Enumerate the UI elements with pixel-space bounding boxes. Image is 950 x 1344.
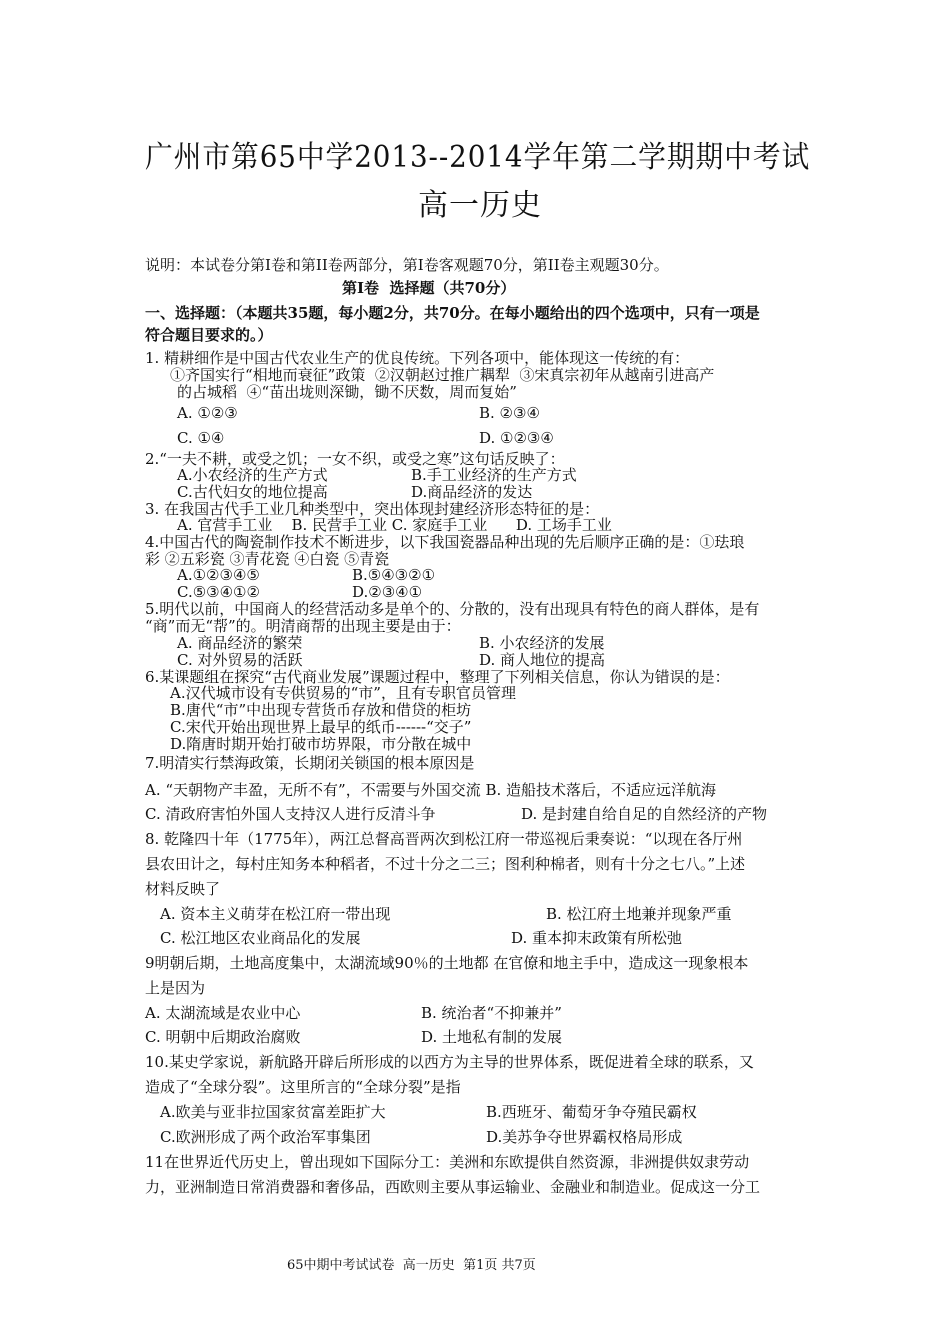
q10-option-a: A.欧美与亚非拉国家贫富差距扩大 (160, 1103, 386, 1121)
q9-option-a: A. 太湖流域是农业中心 (145, 1004, 301, 1022)
q7-options-ab: A. “天朝物产丰盈，无所不有”，不需要与外国交流 B. 造船技术落后，不适应远洋航海 (145, 781, 717, 799)
q10-option-b: B.西班牙、葡萄牙争夺殖民霸权 (486, 1103, 697, 1121)
q8-option-c: C. 松江地区农业商品化的发展 (160, 929, 361, 947)
q10-line-1: 10.某史学家说，新航路开辟后所形成的以西方为主导的世界体系，既促进着全球的联系，又 (145, 1053, 754, 1071)
q8-line-2: 县农田计之，每村庄知务本种稻者，不过十分之二三；图利种棉者，则有十分之七八。”上述 (145, 855, 746, 873)
q8-option-b: B. 松江府土地兼并现象严重 (546, 905, 732, 923)
q9-line-1: 9明朝后期，土地高度集中，太湖流域90％的土地都 在官僚和地主手中，造成这一现象根本 (145, 954, 749, 972)
q2-option-d: D.商品经济的发达 (411, 483, 533, 501)
q5-option-b: B. 小农经济的发展 (479, 634, 605, 652)
q6-option-a: A.汉代城市设有专供贸易的“市”，且有专职官员管理 (170, 684, 516, 702)
q6-option-c: C.宋代开始出现世界上最早的纸币------“交子” (170, 718, 472, 736)
exam-title: 广州市第65中学2013--2014学年第二学期期中考试 (145, 140, 811, 175)
subject-title: 高一历史 (418, 188, 542, 223)
q8-line-3: 材料反映了 (145, 880, 221, 898)
q8-option-a: A. 资本主义萌芽在松江府一带出现 (160, 905, 391, 923)
q7-option-d: D. 是封建自给自足的自然经济的产物 (521, 805, 768, 823)
q6-option-d: D.隋唐时期开始打破市坊界限，市分散在城中 (170, 735, 472, 753)
q3-stem: 3. 在我国古代手工业几种类型中，突出体现封建经济形态特征的是： (145, 500, 600, 518)
q7-stem: 7.明清实行禁海政策，长期闭关锁国的根本原因是 (145, 754, 475, 772)
q2-option-c: C.古代妇女的地位提高 (177, 483, 328, 501)
q4-option-c: C.⑤③④①② (177, 583, 260, 601)
q4-option-a: A.①②③④⑤ (177, 566, 260, 584)
q5-line-1: 5.明代以前，中国商人的经营活动多是单个的、分散的，没有出现具有特色的商人群体，是有 (145, 600, 760, 618)
q8-option-d: D. 重本抑末政策有所松弛 (511, 929, 683, 947)
q1-line-2: ①齐国实行“相地而衰征”政策 ②汉朝赵过推广耦犁 ③宋真宗初年从越南引进高产 (170, 366, 715, 384)
section-title: 第Ⅰ卷 选择题（共70分） (342, 279, 516, 297)
q10-option-d: D.美苏争夺世界霸权格局形成 (486, 1128, 683, 1146)
q4-line-2: 彩 ②五彩瓷 ③青花瓷 ④白瓷 ⑤青瓷 (145, 550, 390, 568)
q9-line-2: 上是因为 (145, 979, 206, 997)
q5-line-2: “商”而无“帮”的。明清商帮的出现主要是由于： (145, 617, 461, 635)
q10-option-c: C.欧洲形成了两个政治军事集团 (160, 1128, 371, 1146)
q5-option-a: A. 商品经济的繁荣 (177, 634, 303, 652)
q2-stem: 2.“一夫不耕，或受之饥；一女不织，或受之寒”这句话反映了： (145, 450, 565, 468)
q4-option-d: D.②③④① (352, 583, 423, 601)
q2-option-b: B.手工业经济的生产方式 (411, 466, 577, 484)
q3-options: A. 官营手工业 B. 民营手工业 C. 家庭手工业 D. 工场手工业 (177, 516, 612, 534)
q9-option-c: C. 明朝中后期政治腐败 (145, 1028, 301, 1046)
q5-option-c: C. 对外贸易的活跃 (177, 651, 303, 669)
instruction-line-2: 符合题目要求的。） (145, 326, 273, 344)
q1-line-3: 的占城稻 ④“苗出垅则深锄，锄不厌数，周而复始” (177, 383, 517, 401)
q4-line-1: 4.中国古代的陶瓷制作技术不断进步，以下我国瓷器品种出现的先后顺序正确的是：①珐琅 (145, 533, 745, 551)
q6-stem: 6.某课题组在探究“古代商业发展”课题过程中，整理了下列相关信息，你认为错误的是： (145, 668, 730, 686)
q1-option-d: D. ①②③④ (479, 429, 554, 447)
q8-line-1: 8. 乾隆四十年（1775年），两江总督高晋两次到松江府一带巡视后秉奏说：“以现在各厅州 (145, 830, 743, 848)
q1-option-c: C. ①④ (177, 429, 225, 447)
exam-note: 说明：本试卷分第Ⅰ卷和第II卷两部分，第Ⅰ卷客观题70分，第II卷主观题30分。 (145, 256, 669, 274)
instruction-line-1: 一、选择题：（本题共35题，每小题2分，共70分。在每小题给出的四个选项中，只有一项是 (145, 304, 760, 322)
q11-line-1: 11在世界近代历史上，曾出现如下国际分工：美洲和东欧提供自然资源，非洲提供奴隶劳动 (145, 1153, 750, 1171)
q1-option-a: A. ①②③ (177, 404, 238, 422)
q5-option-d: D. 商人地位的提高 (479, 651, 606, 669)
q7-option-c: C. 清政府害怕外国人支持汉人进行反清斗争 (145, 805, 436, 823)
q1-stem: 1. 精耕细作是中国古代农业生产的优良传统。下列各项中，能体现这一传统的有： (145, 349, 690, 367)
q10-line-2: 造成了“全球分裂”。这里所言的“全球分裂”是指 (145, 1078, 461, 1096)
q11-line-2: 力，亚洲制造日常消费器和奢侈品，西欧则主要从事运输业、金融业和制造业。促成这一分工 (145, 1178, 761, 1196)
q9-option-b: B. 统治者“不抑兼并” (421, 1004, 562, 1022)
q1-option-b: B. ②③④ (479, 404, 540, 422)
page-footer: 65中期中考试试卷 高一历史 第1页 共7页 (287, 1258, 536, 1273)
q4-option-b: B.⑤④③②① (352, 566, 436, 584)
q9-option-d: D. 土地私有制的发展 (421, 1028, 563, 1046)
q2-option-a: A.小农经济的生产方式 (177, 466, 328, 484)
q6-option-b: B.唐代“市”中出现专营货币存放和借贷的柜坊 (170, 701, 472, 719)
